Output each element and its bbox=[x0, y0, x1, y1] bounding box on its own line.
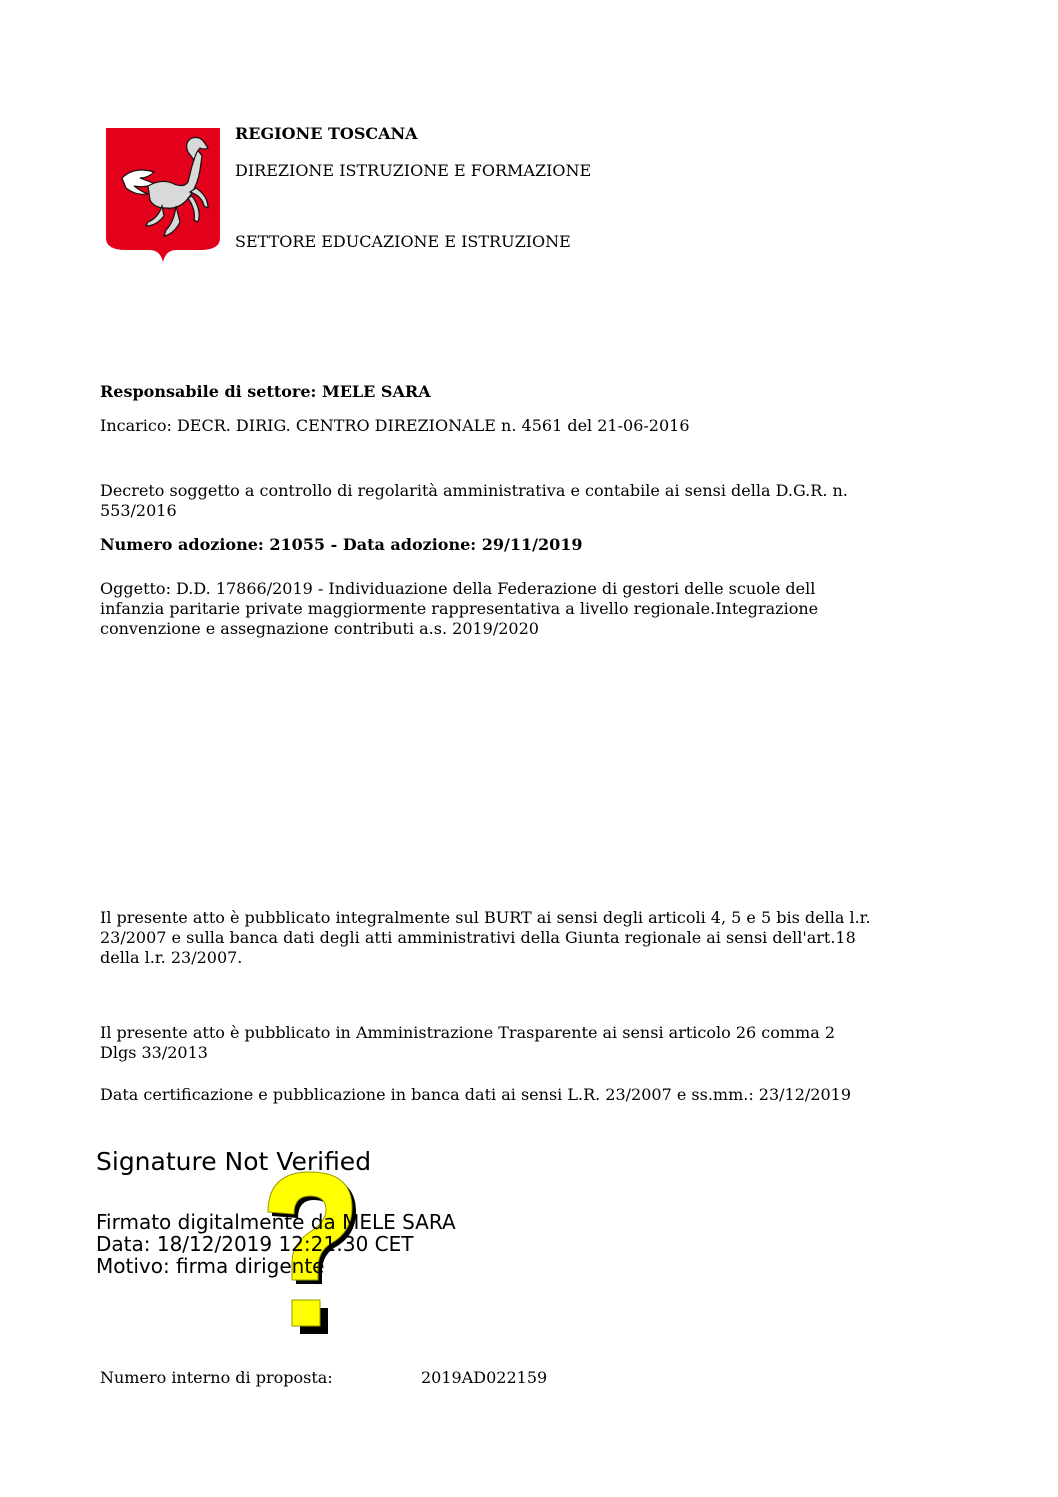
signature-signer: Firmato digitalmente da MELE SARA bbox=[96, 1210, 456, 1234]
signature-status: Signature Not Verified bbox=[96, 1147, 372, 1176]
oggetto-line-3: convenzione e assegnazione contributi a.s. 2019/2020 bbox=[100, 619, 539, 638]
pegasus-coat-of-arms-icon bbox=[104, 126, 222, 264]
certificazione-text: Data certificazione e pubblicazione in banca dati ai sensi L.R. 23/2007 e ss.mm.: 23/12/2019 bbox=[100, 1085, 852, 1104]
adozione-text: Numero adozione: 21055 - Data adozione: 29/11/2019 bbox=[100, 535, 583, 554]
proposta-value: 2019AD022159 bbox=[421, 1368, 548, 1387]
incarico-text: Incarico: DECR. DIRIG. CENTRO DIREZIONALE n. 4561 del 21-06-2016 bbox=[100, 416, 690, 435]
direzione-name: DIREZIONE ISTRUZIONE E FORMAZIONE bbox=[235, 161, 592, 180]
oggetto-line-2: infanzia paritarie private maggiormente rappresentativa a livello regionale.Integrazione bbox=[100, 599, 819, 618]
burt-line-2: 23/2007 e sulla banca dati degli atti amministrativi della Giunta regionale ai sensi dell'art.18 bbox=[100, 928, 856, 947]
signature-date: Data: 18/12/2019 12:21:30 CET bbox=[96, 1232, 414, 1256]
signature-reason: Motivo: firma dirigente bbox=[96, 1254, 325, 1278]
controllo-line-2: 553/2016 bbox=[100, 501, 177, 520]
burt-line-3: della l.r. 23/2007. bbox=[100, 948, 243, 967]
controllo-line-1: Decreto soggetto a controllo di regolarità amministrativa e contabile ai sensi della D.G.R. n. bbox=[100, 481, 848, 500]
settore-name: SETTORE EDUCAZIONE E ISTRUZIONE bbox=[235, 232, 571, 251]
region-name: REGIONE TOSCANA bbox=[235, 124, 418, 143]
oggetto-line-1: Oggetto: D.D. 17866/2019 - Individuazione della Federazione di gestori delle scuole dell bbox=[100, 579, 816, 598]
responsabile-label: Responsabile di settore: MELE SARA bbox=[100, 382, 431, 401]
trasparenza-line-2: Dlgs 33/2013 bbox=[100, 1043, 208, 1062]
proposta-label: Numero interno di proposta: bbox=[100, 1368, 333, 1387]
trasparenza-line-1: Il presente atto è pubblicato in Amministrazione Trasparente ai sensi articolo 26 comma 2 bbox=[100, 1023, 835, 1042]
burt-line-1: Il presente atto è pubblicato integralmente sul BURT ai sensi degli articoli 4, 5 e 5 bis della l.r. bbox=[100, 908, 871, 927]
